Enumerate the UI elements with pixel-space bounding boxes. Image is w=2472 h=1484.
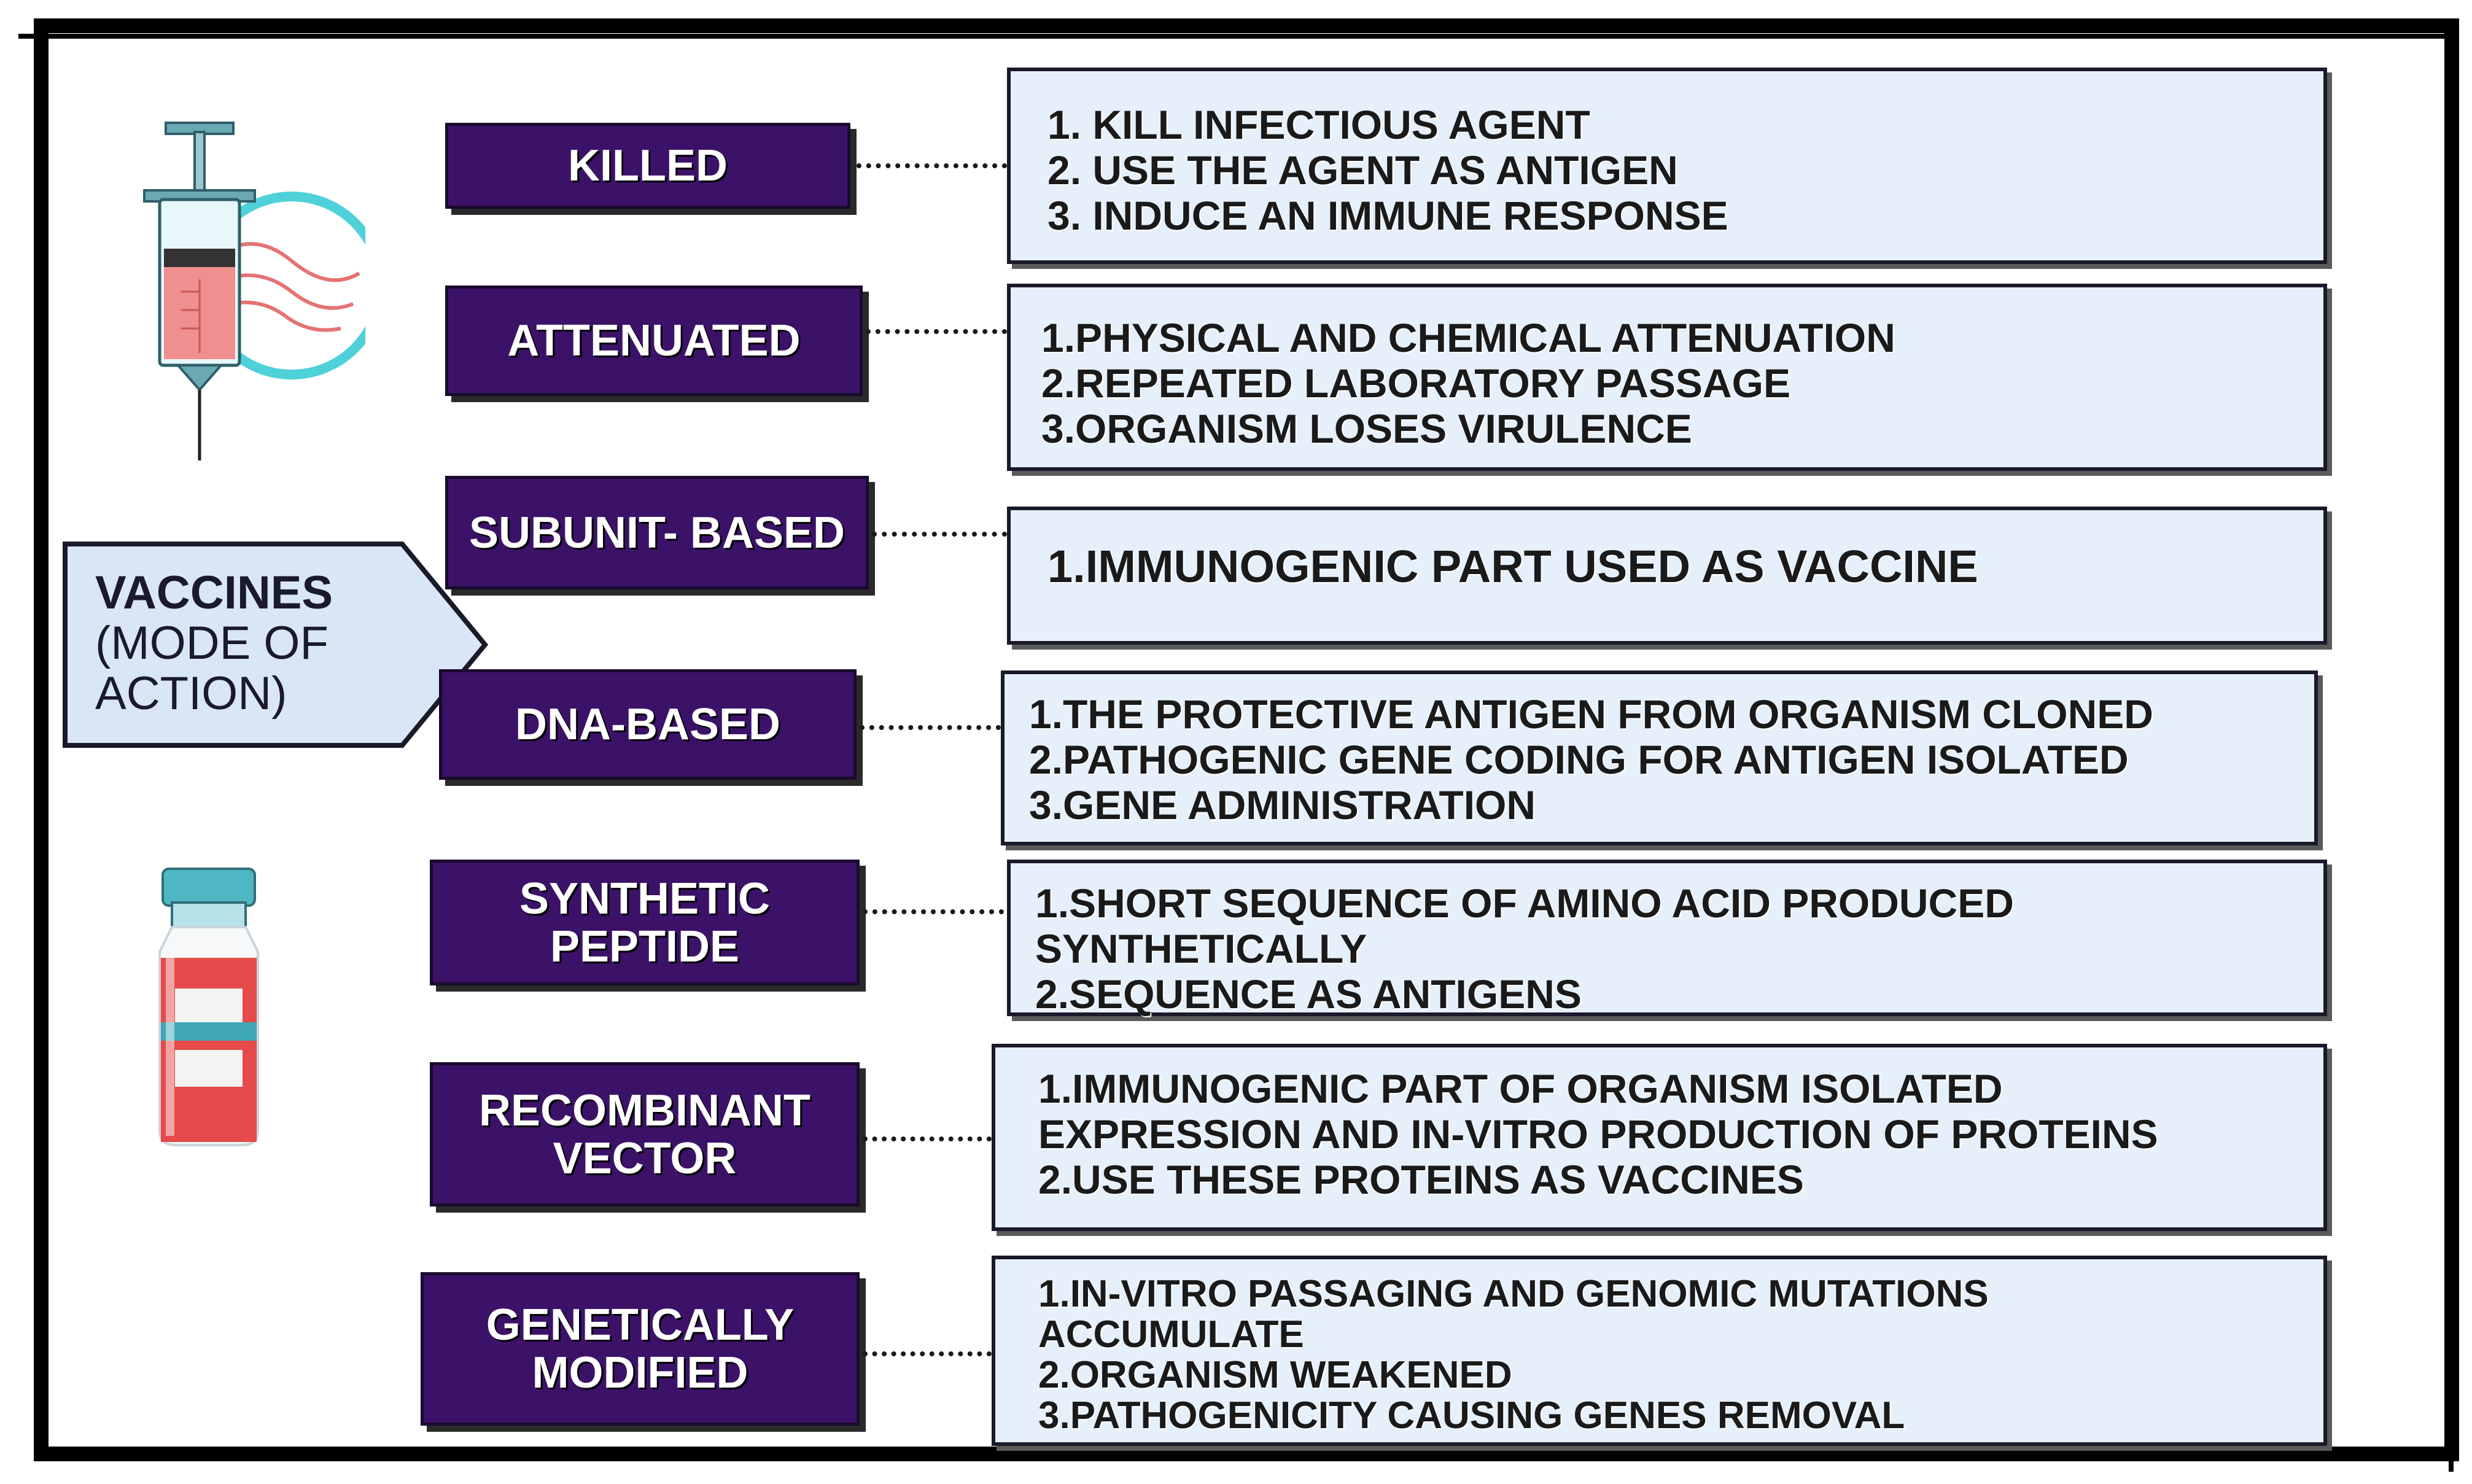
- desc-line: 2.PATHOGENIC GENE CODING FOR ANTIGEN ISOLATED: [1029, 737, 2129, 782]
- syringe-icon: [132, 120, 365, 464]
- desc-recombinant-vector: [992, 1044, 2327, 1231]
- desc-line: 2.SEQUENCE AS ANTIGENS: [1035, 971, 1582, 1017]
- connector-killed: [857, 163, 1007, 168]
- top-divider: [18, 34, 2454, 39]
- desc-line: 3.ORGANISM LOSES VIRULENCE: [1041, 406, 1692, 451]
- desc-line: ACCUMULATE: [1038, 1313, 1304, 1356]
- desc-line: 2. USE THE AGENT AS ANTIGEN: [1047, 147, 1678, 193]
- vial-icon: [147, 866, 270, 1148]
- type-genetically-modified: [421, 1272, 860, 1426]
- vaccines-arrow: [61, 540, 491, 749]
- type-dna-based-label: DNA-BASED: [515, 700, 780, 749]
- desc-attenuated: [1007, 284, 2327, 471]
- connector-genetically-modified: [863, 1351, 992, 1356]
- type-subunit-based: [445, 476, 869, 589]
- connector-dna-based: [860, 725, 1001, 730]
- type-dna-based: [439, 669, 857, 780]
- desc-dna-based: [1001, 670, 2318, 845]
- type-killed-label: KILLED: [568, 141, 728, 190]
- root-title: VACCINES: [95, 567, 333, 619]
- right-divider: [2449, 34, 2454, 1472]
- type-killed: [445, 123, 850, 209]
- desc-line: 2.REPEATED LABORATORY PASSAGE: [1041, 360, 1790, 406]
- desc-synthetic-peptide: [1007, 860, 2327, 1016]
- root-subtitle-1: (MODE OF: [95, 617, 328, 669]
- desc-line: 1.IMMUNOGENIC PART USED AS VACCINE: [1047, 541, 1978, 592]
- desc-line: 1.PHYSICAL AND CHEMICAL ATTENUATION: [1041, 315, 1895, 360]
- type-synthetic-peptide: [430, 860, 860, 985]
- desc-line: 1.IMMUNOGENIC PART OF ORGANISM ISOLATED: [1038, 1066, 2003, 1111]
- type-recombinant-vector-label: RECOMBINANT VECTOR: [479, 1086, 810, 1183]
- type-attenuated: [445, 286, 863, 396]
- type-subunit-based-label: SUBUNIT- BASED: [468, 508, 845, 557]
- root-subtitle-2: ACTION): [95, 667, 287, 720]
- type-attenuated-label: ATTENUATED: [507, 316, 801, 365]
- desc-line: 3.GENE ADMINISTRATION: [1029, 782, 1536, 828]
- desc-line: 1.IN-VITRO PASSAGING AND GENOMIC MUTATIONS: [1038, 1273, 1989, 1315]
- desc-line: 1. KILL INFECTIOUS AGENT: [1047, 102, 1590, 147]
- desc-line: 1.SHORT SEQUENCE OF AMINO ACID PRODUCED: [1035, 880, 2014, 926]
- connector-subunit-based: [872, 532, 1007, 537]
- desc-line: 2.ORGANISM WEAKENED: [1038, 1354, 1512, 1396]
- desc-killed: [1007, 68, 2327, 264]
- type-genetically-modified-label: GENETICALLY MODIFIED: [486, 1300, 795, 1397]
- connector-attenuated: [866, 329, 1007, 334]
- type-recombinant-vector: [430, 1062, 860, 1206]
- type-synthetic-peptide-label: SYNTHETIC PEPTIDE: [519, 874, 771, 971]
- desc-line: 1.THE PROTECTIVE ANTIGEN FROM ORGANISM CLONED: [1029, 691, 2153, 737]
- desc-line: SYNTHETICALLY: [1035, 926, 1367, 971]
- desc-line: 3.PATHOGENICITY CAUSING GENES REMOVAL: [1038, 1394, 1905, 1437]
- desc-line: 3. INDUCE AN IMMUNE RESPONSE: [1047, 193, 1728, 238]
- desc-genetically-modified: [992, 1256, 2327, 1446]
- connector-synthetic-peptide: [863, 909, 1004, 914]
- connector-recombinant-vector: [863, 1136, 992, 1141]
- desc-line: 2.USE THESE PROTEINS AS VACCINES: [1038, 1157, 1804, 1202]
- desc-line: EXPRESSION AND IN-VITRO PRODUCTION OF PROTEINS: [1038, 1111, 2158, 1157]
- desc-subunit-based: [1007, 507, 2327, 645]
